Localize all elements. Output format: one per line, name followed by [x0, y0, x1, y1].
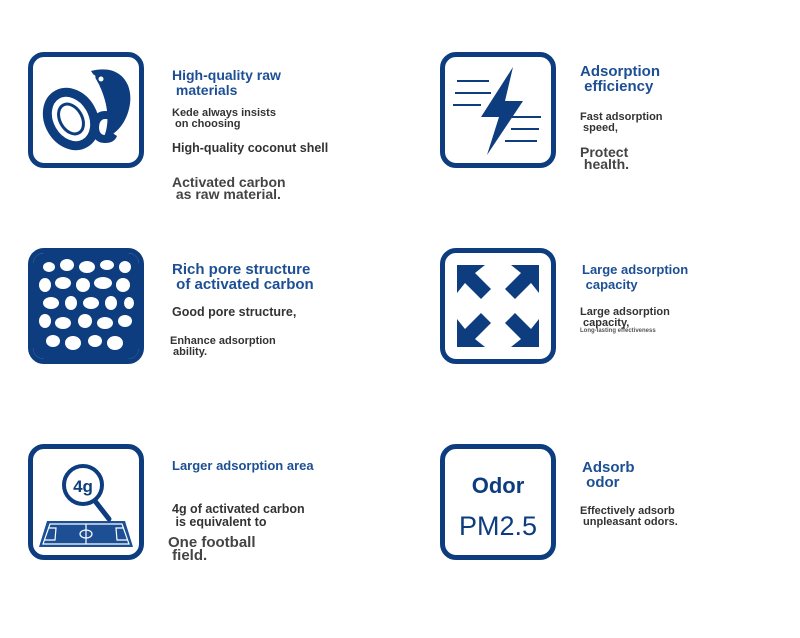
- feature-text: One football field.: [168, 534, 256, 564]
- feature-text: Fast adsorption speed,: [580, 111, 663, 134]
- expand-arrows-icon: [440, 248, 556, 364]
- feature-title: High-quality raw materials: [172, 67, 281, 98]
- feature-text: Activated carbon as raw material.: [172, 174, 286, 202]
- feature-title: Adsorb odor: [582, 459, 635, 491]
- feature-title: Large adsorption capacity: [582, 262, 689, 292]
- lightning-bolt-icon: [440, 52, 556, 168]
- feature-text: High-quality coconut shell: [172, 141, 329, 155]
- feature-text: Effectively adsorb unpleasant odors.: [580, 505, 678, 528]
- feature-text: Long-lasting effectiveness: [580, 328, 656, 334]
- feature-text: 4g of activated carbon is equivalent to: [172, 502, 305, 529]
- feature-text: Protect health.: [580, 144, 630, 172]
- feature-title: Rich pore structure of activated carbon: [172, 261, 314, 293]
- feature-text: Good pore structure,: [172, 305, 297, 319]
- pm25-label: PM2.5: [458, 511, 538, 541]
- odor-pm25-icon: [440, 444, 556, 560]
- feature-text: Large adsorption capacity,: [580, 306, 670, 329]
- feature-text: Enhance adsorption ability.: [170, 335, 276, 358]
- pore-structure-icon: [28, 248, 144, 364]
- magnifier-football-field-icon: [28, 444, 144, 560]
- feature-text: Kede always insists on choosing: [172, 107, 276, 130]
- feature-title: Adsorption efficiency: [580, 63, 660, 95]
- odor-label: Odor: [471, 473, 525, 498]
- icon-label: 4g: [73, 477, 93, 496]
- feature-title: Larger adsorption area: [172, 458, 314, 473]
- coconut-shell-icon: [28, 52, 144, 168]
